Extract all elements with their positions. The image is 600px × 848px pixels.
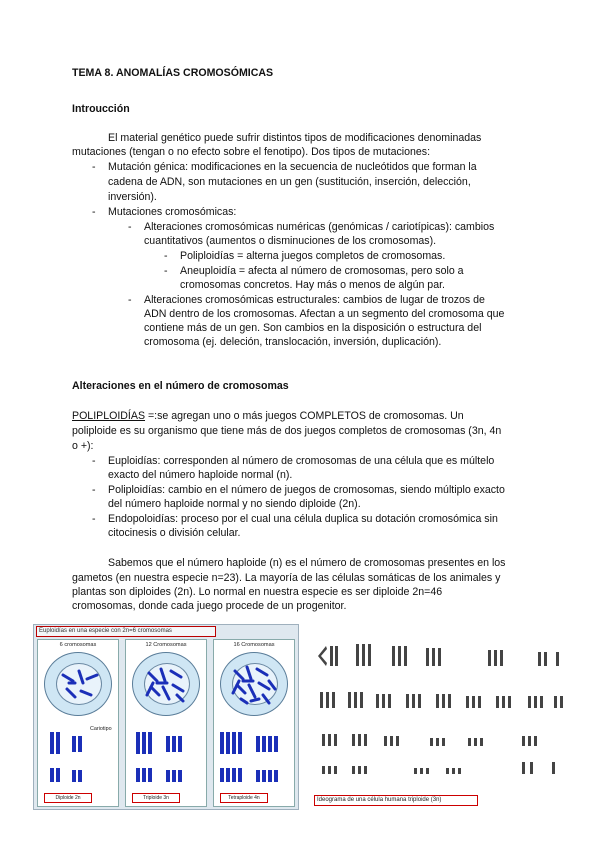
bullet-dash: - <box>128 221 132 233</box>
num-line-2: cuantitativos (aumentos o disminuciones de los cromosomas). <box>144 235 437 247</box>
hap-line-2: gametos (en nuestra especie n=23). La mayoría de las células somáticas de los animales y <box>72 572 501 584</box>
karyotype-illustration <box>38 724 118 794</box>
cell-illustration <box>132 652 200 716</box>
num-line-1: Alteraciones cromosómicas numéricas (genómicas / cariotípicas): cambios <box>144 221 495 233</box>
bullet-dash: - <box>128 294 132 306</box>
panel-caption: Triploide 3n <box>132 793 180 803</box>
hap-line-3: plantas son diploides (2n). Lo normal en nuestra especie es ser diploide 2n=46 <box>72 586 443 598</box>
intro-heading: Introucción <box>72 103 130 115</box>
panel-caption: Tetraploide 4n <box>220 793 268 803</box>
bullet-dash: - <box>92 513 96 525</box>
intro-line-2: mutaciones (tengan o no efecto sobre el fenotipo). Dos tipos de mutaciones: <box>72 146 431 158</box>
aneu-line-1: Aneuploidía = afecta al número de cromosomas, pero solo a <box>180 265 464 277</box>
panel-triploid <box>125 639 207 807</box>
panel-tetraploid <box>213 639 295 807</box>
bullet-dash: - <box>92 161 96 173</box>
bullet-dash: - <box>92 206 96 218</box>
karyotype-figure <box>312 632 574 803</box>
gen-line-2: cadena de ADN, son mutaciones en un gen (sustitución, inserción, delección, <box>108 176 471 188</box>
en-line-2: citocinesis o división celular. <box>108 527 241 539</box>
panel-caption: Diploide 2n <box>44 793 92 803</box>
karyotype-illustration <box>214 724 294 794</box>
panel-title: 16 Cromosomas <box>233 642 275 648</box>
karyotype-illustration <box>126 724 206 794</box>
panel-diploid <box>37 639 119 807</box>
karyotype-label: Cariotipo <box>90 726 112 732</box>
est-line-1: Alteraciones cromosómicas estructurales: cambios de lugar de trozos de <box>144 294 485 306</box>
bullet-dash: - <box>164 250 168 262</box>
en-line-1: Endopoloidías: proceso por el cual una célula duplica su dotación cromosómica sin <box>108 513 498 525</box>
section-heading: Alteraciones en el número de cromosomas <box>72 380 289 392</box>
pol-line-3: o +): <box>72 440 94 452</box>
hap-line-1: Sabemos que el número haploide (n) es el número de cromosomas presentes en los <box>108 557 506 569</box>
est-line-2: ADN dentro de los cromosomas. Afectan a un segmento del cromosoma que <box>144 308 505 320</box>
chromosomes-illustration <box>45 653 111 715</box>
pol-line-1 <box>72 409 464 424</box>
pp-line-2: del número haploide normal y no siendo diploide (2n). <box>108 498 361 510</box>
panel-title: 12 Cromosomas <box>145 642 187 648</box>
aneu-line-2: cromosomas concretos. Hay más o menos de algún par. <box>180 279 445 291</box>
bullet-dash: - <box>92 484 96 496</box>
euploidy-figure <box>33 624 299 810</box>
doc-title: TEMA 8. ANOMALÍAS CROMOSÓMICAS <box>72 67 274 79</box>
poli-line: Poliploidías = alterna juegos completos de cromosomas. <box>180 250 446 262</box>
cell-illustration <box>44 652 112 716</box>
cell-illustration <box>220 652 288 716</box>
eu-line-1: Euploidías: corresponden al número de cromosomas de una célula que es múltelo <box>108 455 495 467</box>
eu-line-2: exacto del número haploide normal (n). <box>108 469 293 481</box>
crom-line: Mutaciones cromosómicas: <box>108 206 237 218</box>
triploid-karyotype-illustration <box>312 632 574 792</box>
figure-header: Euploidías en una especie con 2n=6 cromosomas <box>36 626 216 637</box>
gen-line-3: inversión). <box>108 191 157 203</box>
bullet-dash: - <box>164 265 168 277</box>
hap-line-4: cromosomas, donde cada juego procede de un progenitor. <box>72 600 347 612</box>
gen-line-1: Mutación génica: modificaciones en la secuencia de nucleótidos que forman la <box>108 161 477 173</box>
pol-line-2: poliploide es su organismo que tiene más de dos juegos completos de cromosomas (3n, 4n <box>72 425 502 437</box>
pp-line-1: Poliploidías: cambio en el número de juegos de cromosomas, siendo múltiplo exacto <box>108 484 505 496</box>
pol-term: POLIPLOIDÍAS <box>72 410 146 422</box>
intro-line-1: El material genético puede sufrir distintos tipos de modificaciones denominadas <box>108 132 482 144</box>
panel-title: 6 cromosomas <box>59 642 97 648</box>
est-line-4: cromosoma (ej. deleción, translocación, inversión, duplicación). <box>144 336 442 348</box>
figure-caption: Ideograma de una célula humana triploide (3n) <box>314 795 478 806</box>
bullet-dash: - <box>92 455 96 467</box>
chromosomes-illustration <box>133 653 199 715</box>
pol-def: =:se agregan uno o más juegos COMPLETOS de cromosomas. Un <box>145 410 464 422</box>
est-line-3: contiene más de un gen. Son cambios en la disposición o estructura del <box>144 322 482 334</box>
chromosomes-illustration <box>221 653 287 715</box>
